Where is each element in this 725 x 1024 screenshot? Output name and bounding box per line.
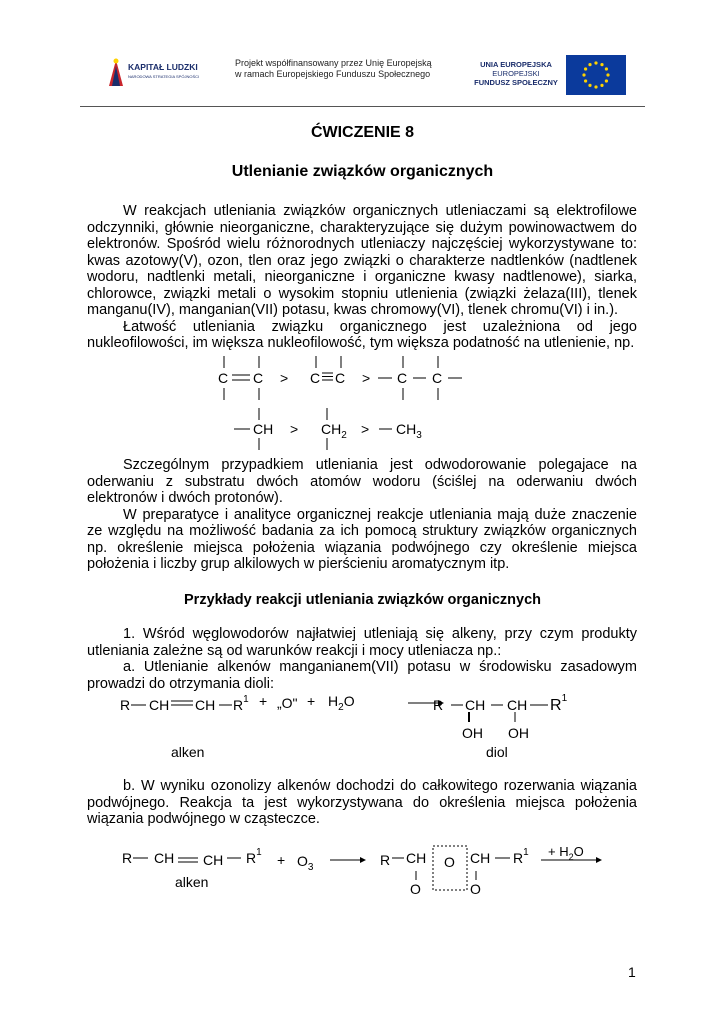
diol-ch-1: CH [465, 697, 486, 713]
alkene-oxidation-text [87, 626, 637, 692]
ozone: $O_3$ [297, 853, 314, 873]
paragraph-4: W preparatyce i analityce organicznej reakcje utleniania mają duże znaczenie ze względu na możliwość badania za ich pomocą struktury związków organicznych np. określenie miejsca położenia wiązania podwójnego czy określenie miejsca położenia i liczby grup alkilowych w pierścieniu aromatycznym itp. [87, 506, 637, 572]
diol-oh-1: OH [462, 725, 483, 741]
methylene-ch2: $CH_2$ [321, 421, 347, 441]
gt-2: > [362, 370, 371, 386]
ozonide-ch-2: CH [470, 850, 491, 866]
paragraph-1: W reakcjach utleniania związków organicznych utleniaczami są elektrofilowe odczynniki, głównie nieorganiczne, charakteryzujące się dużym powinowactwem do elektronów. Spośród wielu różnorodnych utleniaczy najczęściej wykorzystywane to: kwas azotowy(V), ozon, tlen oraz jego związki o charakterze nadtlenków (nadtlenek wodoru, nadtlenki metali, nieorganiczne i organiczne kwasy nadtlenowe), siarka, chlorowce, związki metali o wysokim stopniu utlenienia (związki żelaza(III), tlenek manganu(IV), manganian(VII) potasu, kwas chromowy(VI), tlenek chromu(VI) i in.). [87, 203, 637, 318]
oz-alkene-ch-2: CH [203, 852, 224, 868]
ozonide-o-left: O [410, 881, 421, 897]
alkene-carbon-right: C [253, 370, 264, 386]
alkane-carbon-right: C [432, 370, 443, 386]
plus-2: + [307, 693, 316, 709]
header-project-text [235, 58, 432, 80]
diol-oh-2: OH [508, 725, 529, 741]
plus-water: + $H_2O$ [548, 844, 584, 862]
header-line-1: Projekt współfinansowany przez Unię Europejską [235, 58, 432, 68]
paragraph-5: 1. Wśród węglowodorów najłatwiej utleniają się alkeny, przy czym produkty utleniania zależne są od warunków reakcji i mocy utleniacza np.: [87, 626, 637, 659]
eu-label [470, 60, 562, 87]
oz-plus: + [277, 852, 286, 868]
label-alken-1: alken [171, 744, 205, 760]
eu-stars-icon [566, 55, 626, 95]
alkene-ch-1: CH [149, 697, 170, 713]
ozonide-o-top: O [444, 854, 455, 870]
methine-ch: CH [253, 421, 274, 437]
intro-text [87, 203, 637, 352]
document-subtitle: Utlenianie związków organicznych [231, 163, 494, 180]
gt-1: > [280, 370, 289, 386]
oz-alkene-ch-1: CH [154, 850, 175, 866]
page-number: 1 [628, 964, 636, 980]
eu-line-3: FUNDUSZ SPOŁECZNY [474, 78, 558, 87]
eu-line-2: EUROPEJSKI [492, 69, 540, 78]
eu-line-1: UNIA EUROPEJSKA [480, 60, 552, 69]
dehydrogenation-text [87, 457, 637, 573]
diol-ch-2: CH [507, 697, 528, 713]
alkene-ch-2: CH [195, 697, 216, 713]
header-line-2: w ramach Europejskiego Funduszu Społecznego [235, 69, 431, 79]
methyl-ch3: $CH_3$ [396, 421, 422, 441]
alkene-carbon-left: C [218, 370, 229, 386]
oz-alkene-r: R [122, 850, 133, 866]
logo-left-subtitle: NARODOWA STRATEGIA SPÓJNOŚCI [128, 74, 200, 79]
kapital-ludzki-emblem-icon [105, 56, 127, 90]
water: $H_2O$ [328, 693, 355, 713]
oxygen-donor: „O" [277, 695, 298, 711]
alkene-r1: $R^1$ [233, 694, 249, 713]
paragraph-7: b. W wyniku ozonolizy alkenów dochodzi do całkowitego rozerwania wiązania podwójnego. Reakcja ta jest wykorzystywana do określenia miejsca położenia wiązania podwójnego w cząsteczce. [87, 778, 637, 827]
alkane-carbon-left: C [397, 370, 408, 386]
section-title: Przykłady reakcji utleniania związków organicznych [184, 592, 541, 608]
alkyne-carbon-left: C [310, 370, 321, 386]
paragraph-6: a. Utlenianie alkenów manganianem(VII) potasu w środowisku zasadowym prowadzi do otrzymania dioli: [87, 659, 637, 692]
ozonolysis-reaction-scheme [118, 842, 613, 902]
diol-r: R [433, 697, 444, 713]
logo-left-title: KAPITAŁ LUDZKI [128, 62, 198, 72]
plus-1: + [259, 693, 268, 709]
gt-4: > [361, 421, 370, 437]
exercise-title: ĆWICZENIE 8 [310, 124, 415, 141]
ozonide-r: R [380, 852, 391, 868]
ozonolysis-text [87, 778, 637, 828]
diol-r1: $R^1$ [550, 693, 568, 714]
ozonide-r1: $R^1$ [513, 847, 529, 866]
paragraph-3: Szczególnym przypadkiem utleniania jest odwodorowanie polegajace na oderwaniu z substratu dwóch atomów wodoru (ściślej na oderwaniu dwóch elektronów i dwóch protonów). [87, 457, 637, 506]
label-alken-2: alken [175, 874, 209, 890]
label-diol: diol [486, 744, 508, 760]
eu-flag [566, 55, 626, 95]
gt-3: > [290, 421, 299, 437]
nucleophilicity-scheme [200, 354, 480, 454]
oz-alkene-r1: $R^1$ [246, 847, 262, 866]
ozonide-ch-1: CH [406, 850, 427, 866]
paragraph-2: Łatwość utleniania związku organicznego jest uzależniona od jego nukleofilowości, im większa nukleofilowość, tym większa podatność na utlenienie, np. [87, 318, 637, 351]
alkyne-carbon-right: C [335, 370, 346, 386]
header-divider [80, 106, 645, 107]
alkene-r: R [120, 697, 131, 713]
ozonide-o-right: O [470, 881, 481, 897]
